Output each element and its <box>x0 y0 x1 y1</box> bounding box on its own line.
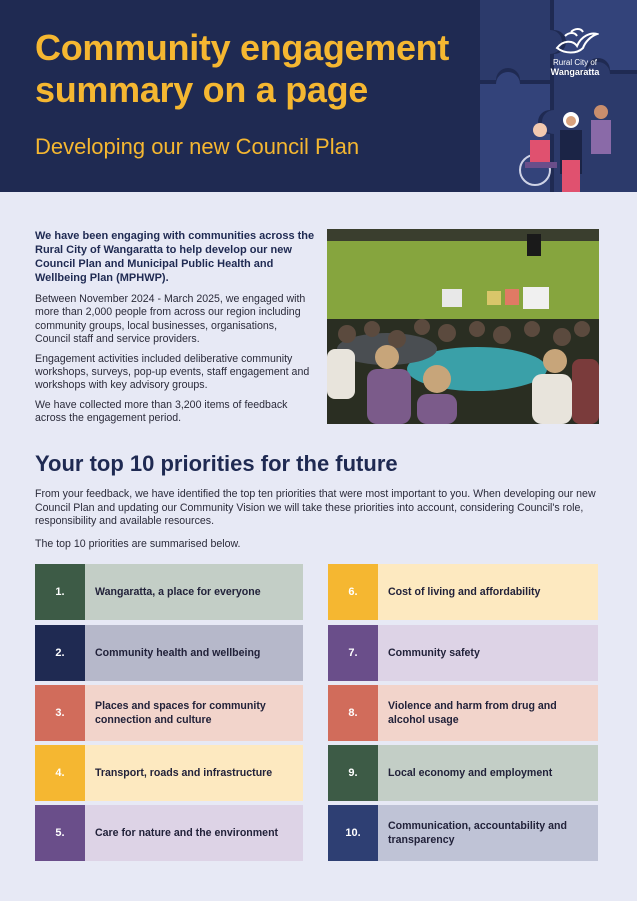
priority-label: Cost of living and affordability <box>378 564 598 620</box>
priority-label: Community safety <box>378 625 598 681</box>
priority-label: Places and spaces for community connection and culture <box>85 685 303 741</box>
priority-item-9 <box>328 745 598 801</box>
priorities-intro: From your feedback, we have identified the top ten priorities that were most important to you. When developing our new Council Plan and updating our Community Vision we will take these priorities into account, considering Council's role, responsibility and available resources. <box>35 488 596 528</box>
priority-number: 2. <box>35 625 85 681</box>
community-figures-illustration <box>505 100 630 192</box>
priority-number: 3. <box>35 685 85 741</box>
intro-paragraph-1: Between November 2024 - March 2025, we engaged with more than 2,000 people from across our region including community groups, local businesses, organisations, Council staff and service providers. <box>35 293 306 346</box>
priority-number: 10. <box>328 805 378 861</box>
page-title <box>35 27 449 111</box>
priority-item-4 <box>35 745 303 801</box>
priority-item-7 <box>328 625 598 681</box>
priority-label: Community health and wellbeing <box>85 625 303 681</box>
intro-text <box>35 229 315 432</box>
priority-label: Transport, roads and infrastructure <box>85 745 303 801</box>
intro-paragraph-3: We have collected more than 3,200 items of feedback across the engagement period. <box>35 398 288 425</box>
community-workshop-photo <box>327 229 599 424</box>
priority-number: 4. <box>35 745 85 801</box>
page-subtitle: Developing our new Council Plan <box>35 134 360 159</box>
priority-label: Care for nature and the environment <box>85 805 303 861</box>
title-line-2: summary on a page <box>35 69 369 110</box>
title-line-1: Community engagement <box>35 27 450 68</box>
swan-logo-icon <box>551 26 599 56</box>
header-banner <box>0 0 637 192</box>
priority-label: Violence and harm from drug and alcohol usage <box>378 685 598 741</box>
logo-text-line-2: Wangaratta <box>550 67 600 77</box>
logo-text-line-1: Rural City of <box>552 58 597 67</box>
priority-number: 7. <box>328 625 378 681</box>
priority-number: 5. <box>35 805 85 861</box>
priority-number: 9. <box>328 745 378 801</box>
priority-label: Wangaratta, a place for everyone <box>85 564 303 620</box>
priority-number: 8. <box>328 685 378 741</box>
council-logo <box>540 26 610 77</box>
priority-item-8 <box>328 685 598 741</box>
priority-item-5 <box>35 805 303 861</box>
priority-item-1 <box>35 564 303 620</box>
priority-number: 1. <box>35 564 85 620</box>
priorities-note: The top 10 priorities are summarised below. <box>35 538 241 550</box>
priority-number: 6. <box>328 564 378 620</box>
priority-label: Communication, accountability and transparency <box>378 805 598 861</box>
priority-item-10 <box>328 805 598 861</box>
priority-item-6 <box>328 564 598 620</box>
priority-item-3 <box>35 685 303 741</box>
priority-item-2 <box>35 625 303 681</box>
intro-lead: We have been engaging with communities across the Rural City of Wangaratta to help develop our new Council Plan and Municipal Public Health and Wellbeing Plan (MPHWP). <box>35 230 315 284</box>
intro-paragraph-2: Engagement activities included deliberative community workshops, surveys, pop-up events, staff engagement and workshops with key advisory groups. <box>35 352 310 392</box>
priority-label: Local economy and employment <box>378 745 598 801</box>
priorities-heading: Your top 10 priorities for the future <box>35 451 398 476</box>
